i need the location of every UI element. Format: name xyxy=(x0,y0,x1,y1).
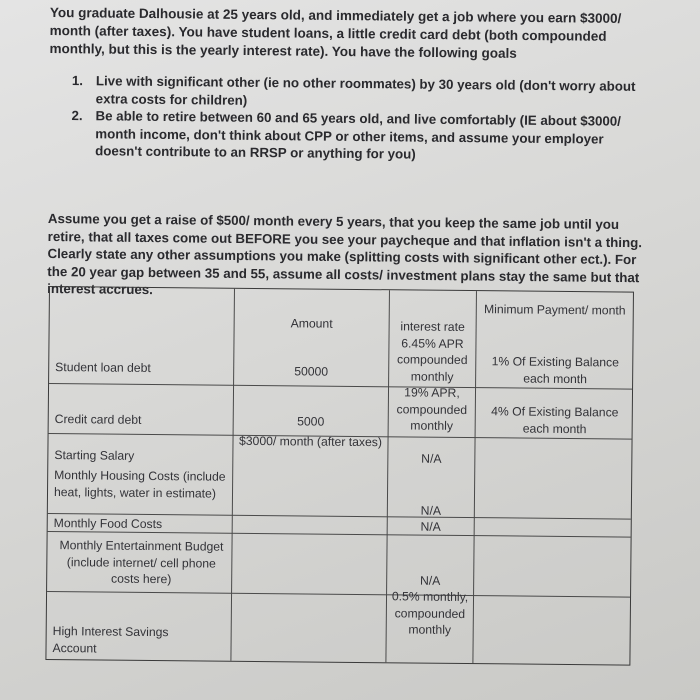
credit-card-amount: 5000 xyxy=(297,414,325,429)
housing-label: Monthly Housing Costs (include heat, lights, water in estimate) xyxy=(53,468,226,501)
salary-interest: N/A xyxy=(421,451,442,466)
credit-card-interest: 19% APR, compounded monthly xyxy=(396,385,468,433)
credit-card-label: Credit card debt xyxy=(54,412,142,427)
header-minimum-payment: Minimum Payment/ month xyxy=(483,302,626,318)
salary-amount: $3000/ month (after taxes) xyxy=(238,433,383,450)
column-divider xyxy=(230,289,235,661)
assumptions-paragraph: Assume you get a raise of $500/ month every 5 years, that you keep the same job until you retire, that all taxes come out BEFORE you see your paycheque and that inflation isn't a thing. Clearly state any other assumptions you make (splitting costs with significant other ect.). For the 20 year gap between 35 and 55, assume all costs/ investment plans stay the same but that interest accrues. xyxy=(47,210,643,298)
entertainment-interest: N/A xyxy=(419,573,441,588)
student-loan-label: Student loan debt xyxy=(55,360,151,375)
goal-item xyxy=(72,72,642,113)
goal-number: 2. xyxy=(71,107,83,124)
goal-item xyxy=(71,107,642,165)
budget-table xyxy=(45,286,634,666)
student-loan-interest: interest rate 6.45% APR compounded monthly xyxy=(396,319,468,384)
salary-label: Starting Salary xyxy=(54,448,135,463)
student-loan-amount: 50000 xyxy=(294,364,329,379)
food-interest: N/A xyxy=(420,519,441,534)
goal-number: 1. xyxy=(71,72,84,89)
goal-text: Live with significant other (ie no other roommates) by 30 years old (don't worry about extra costs for children) xyxy=(95,73,636,108)
savings-interest: 0.5% monthly, compounded monthly xyxy=(391,589,469,637)
goal-text: Be able to retire between 60 and 65 years old, and live comfortably (IE about $3000/ month income, don't think about CPP or other items, and assume your employer doesn't contribute to an RRSP or anything for you) xyxy=(95,108,622,162)
student-loan-minimum: 1% Of Existing Balance each month xyxy=(491,354,620,386)
goals-list xyxy=(71,72,642,165)
header-amount: Amount xyxy=(290,316,333,331)
savings-label: High Interest Savings Account xyxy=(52,624,169,655)
housing-interest: N/A xyxy=(420,503,442,518)
intro-paragraph: You graduate Dalhousie at 25 years old, and immediately get a job where you earn $3000/ month (after taxes). You have student loans, a little credit card debt (both compounded monthly, but this is the yearly interest rate). You have the following goals xyxy=(49,4,622,61)
row-divider xyxy=(47,591,630,598)
credit-card-minimum: 4% Of Existing Balance each month xyxy=(491,404,619,436)
entertainment-label: Monthly Entertainment Budget (include internet/ cell phone costs here) xyxy=(59,538,224,587)
food-label: Monthly Food Costs xyxy=(53,516,163,532)
